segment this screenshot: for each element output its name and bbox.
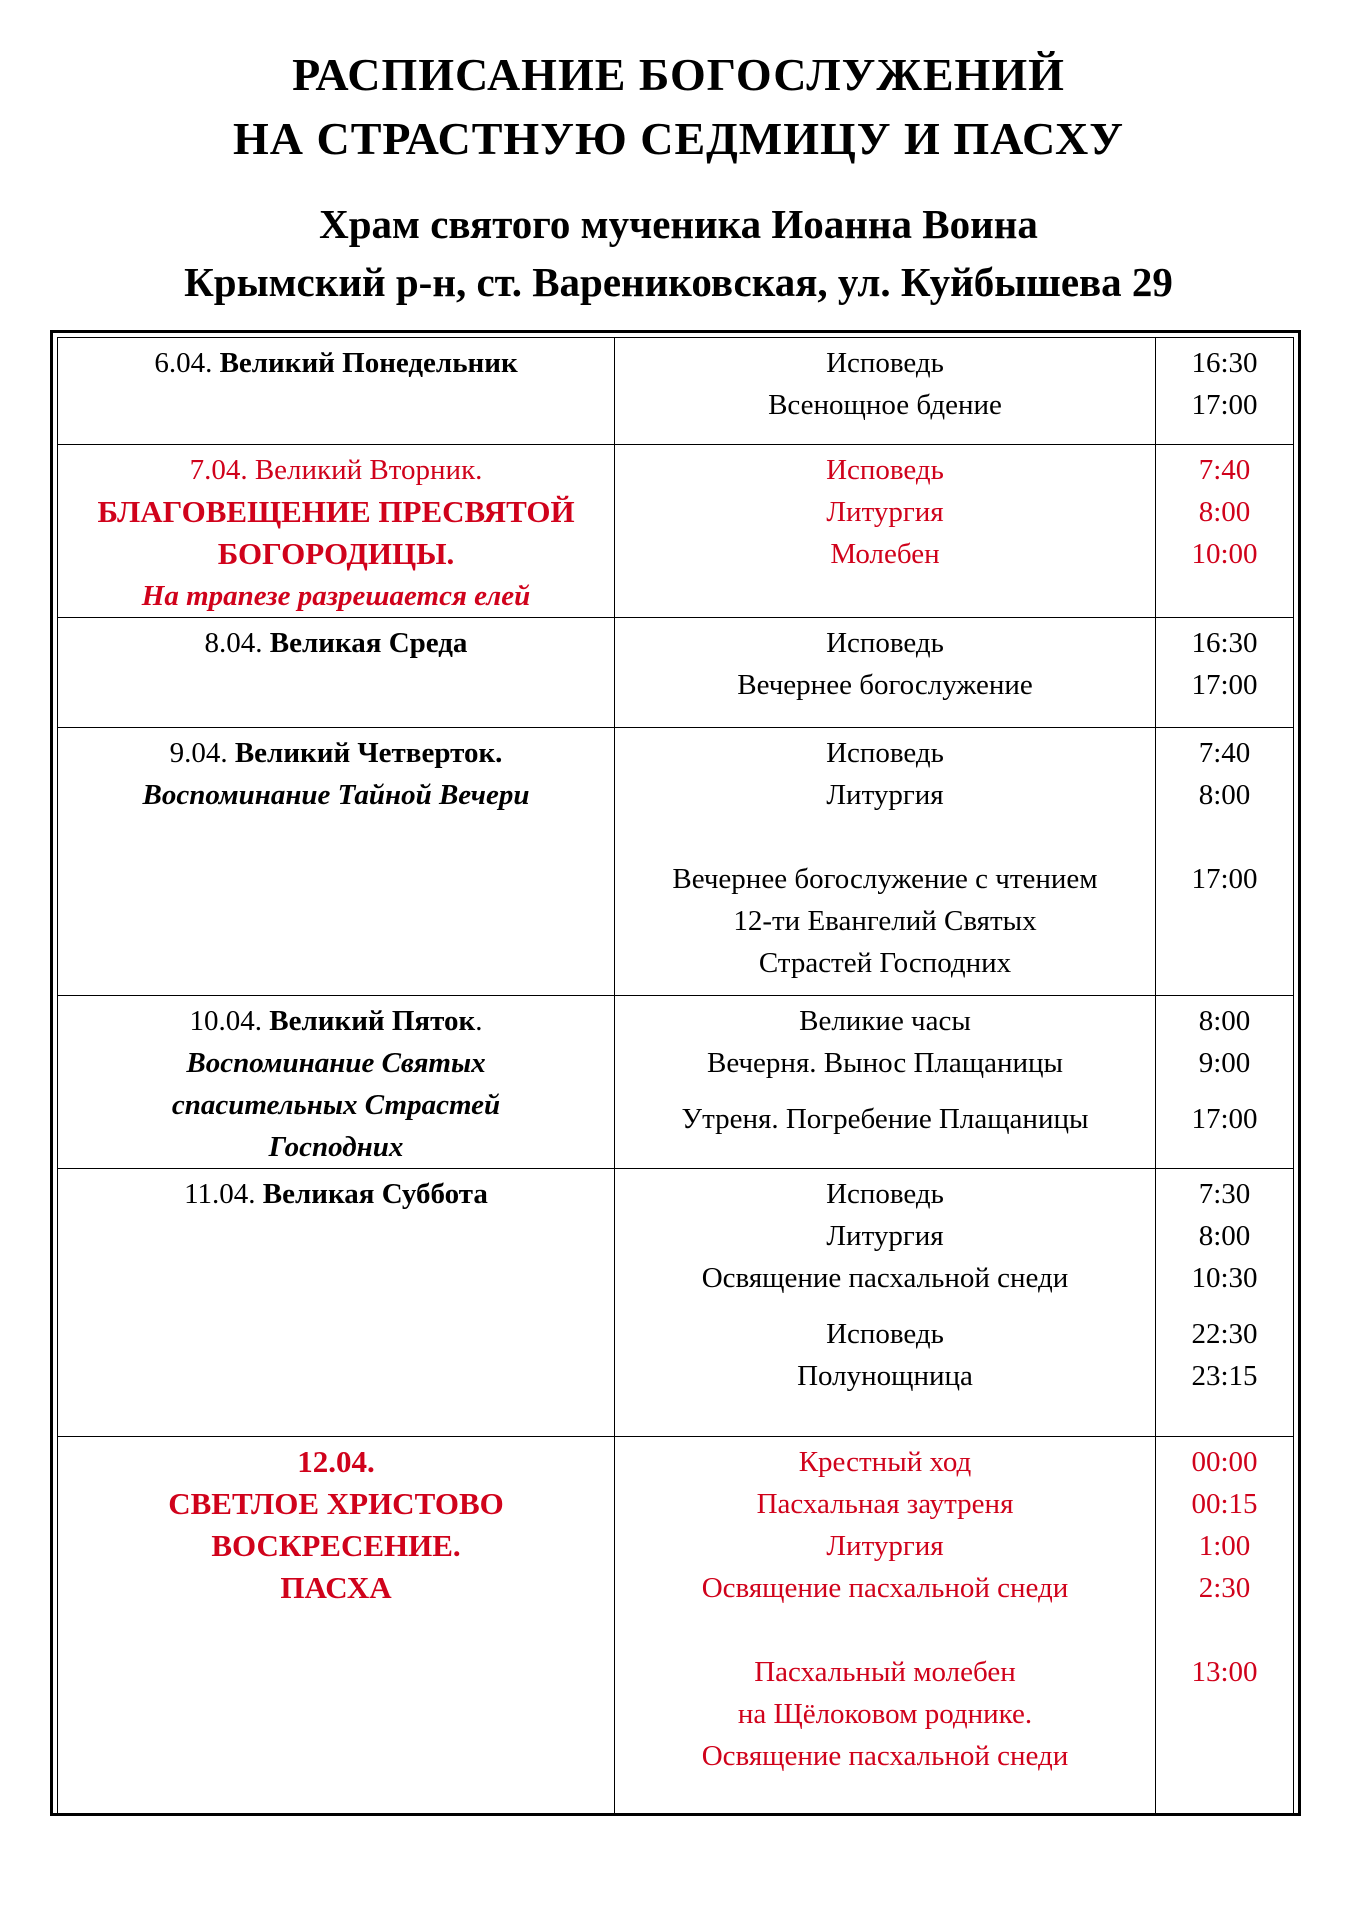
service-item: Освящение пасхальной снеди bbox=[701, 1262, 1069, 1294]
service-time: 16:30 bbox=[1191, 627, 1258, 659]
service-time: 23:15 bbox=[1191, 1360, 1258, 1392]
service-item: Молебен bbox=[830, 538, 940, 570]
service-item: Исповедь bbox=[826, 627, 944, 659]
spacer bbox=[1156, 1609, 1293, 1651]
date: 12.04. bbox=[297, 1444, 375, 1479]
service-time: 16:30 bbox=[1191, 347, 1258, 379]
service-item: Исповедь bbox=[826, 347, 944, 379]
service-time: 7:40 bbox=[1198, 737, 1251, 769]
day-name: Великий Вторник. bbox=[254, 454, 483, 486]
service-item: Освящение пасхальной снеди bbox=[701, 1572, 1069, 1604]
spacer bbox=[615, 816, 1155, 858]
services-cell bbox=[615, 1437, 1156, 1814]
services-cell bbox=[615, 338, 1156, 445]
table-row bbox=[58, 728, 1294, 996]
service-time: 17:00 bbox=[1191, 863, 1258, 895]
day-name: Великая Среда bbox=[269, 627, 468, 659]
service-item: Освящение пасхальной снеди bbox=[701, 1740, 1069, 1772]
table-row bbox=[58, 338, 1294, 445]
services-cell bbox=[615, 618, 1156, 728]
service-item: Исповедь bbox=[826, 454, 944, 486]
day-cell bbox=[58, 1169, 615, 1437]
times-cell bbox=[1156, 996, 1294, 1169]
service-item: Вечернее богослужение bbox=[737, 669, 1033, 701]
spacer bbox=[1156, 1299, 1293, 1313]
service-time: 17:00 bbox=[1191, 389, 1258, 421]
table-row bbox=[58, 996, 1294, 1169]
service-item: Пасхальный молебен bbox=[754, 1656, 1016, 1688]
date: 9.04. bbox=[169, 737, 228, 769]
day-name: Великий Четверток. bbox=[234, 737, 503, 769]
day-period: . bbox=[475, 1005, 483, 1037]
feast-note: На трапезе разрешается елей bbox=[141, 580, 531, 612]
service-time: 10:30 bbox=[1191, 1262, 1258, 1294]
day-note: Воспоминание Святых bbox=[186, 1047, 486, 1079]
service-time: 2:30 bbox=[1198, 1572, 1251, 1604]
service-item: Литургия bbox=[826, 1530, 944, 1562]
date: 10.04. bbox=[189, 1005, 263, 1037]
day-cell bbox=[58, 618, 615, 728]
service-time: 00:00 bbox=[1191, 1446, 1258, 1478]
service-item: Утреня. Погребение Плащаницы bbox=[681, 1103, 1089, 1135]
day-name: Великий Понедельник bbox=[219, 347, 518, 379]
page-title-line-2: НА СТРАСТНУЮ СЕДМИЦУ И ПАСХУ bbox=[232, 113, 1125, 164]
feast-name: ПАСХА bbox=[280, 1570, 392, 1605]
feast-name: БЛАГОВЕЩЕНИЕ ПРЕСВЯТОЙ bbox=[97, 494, 575, 529]
spacer bbox=[615, 1084, 1155, 1098]
date: 6.04. bbox=[154, 347, 213, 379]
spacer bbox=[1156, 816, 1293, 858]
service-item: Вечернее богослужение с чтением bbox=[672, 863, 1098, 895]
services-cell bbox=[615, 445, 1156, 618]
service-time: 1:00 bbox=[1198, 1530, 1251, 1562]
service-item: Вечерня. Вынос Плащаницы bbox=[706, 1047, 1064, 1079]
service-time: 8:00 bbox=[1198, 779, 1251, 811]
table-row bbox=[58, 1437, 1294, 1814]
service-time: 10:00 bbox=[1191, 538, 1258, 570]
day-cell bbox=[58, 728, 615, 996]
spacer bbox=[615, 1299, 1155, 1313]
service-time: 13:00 bbox=[1191, 1656, 1258, 1688]
day-cell bbox=[58, 996, 615, 1169]
service-item: Страстей Господних bbox=[758, 947, 1012, 979]
feast-name: ВОСКРЕСЕНИЕ. bbox=[211, 1528, 461, 1563]
service-item: Исповедь bbox=[826, 737, 944, 769]
spacer bbox=[1156, 1084, 1293, 1098]
table-row bbox=[58, 618, 1294, 728]
service-time: 7:40 bbox=[1198, 454, 1251, 486]
day-name: Великий Пяток bbox=[269, 1005, 476, 1037]
service-item: Литургия bbox=[826, 779, 944, 811]
church-address: Крымский р-н, ст. Варениковская, ул. Куйбышева 29 bbox=[184, 259, 1173, 305]
services-cell bbox=[615, 996, 1156, 1169]
times-cell bbox=[1156, 1169, 1294, 1437]
service-time: 8:00 bbox=[1198, 496, 1251, 528]
feast-name: СВЕТЛОЕ ХРИСТОВО bbox=[168, 1486, 504, 1521]
service-item: Литургия bbox=[826, 496, 944, 528]
date: 7.04. bbox=[189, 454, 248, 486]
services-cell bbox=[615, 1169, 1156, 1437]
service-time: 9:00 bbox=[1198, 1047, 1251, 1079]
date: 8.04. bbox=[204, 627, 263, 659]
date-day bbox=[66, 449, 606, 491]
times-cell bbox=[1156, 728, 1294, 996]
service-item: Великие часы bbox=[799, 1005, 971, 1037]
service-item: Литургия bbox=[826, 1220, 944, 1252]
service-time: 00:15 bbox=[1191, 1488, 1258, 1520]
day-cell bbox=[58, 1437, 615, 1814]
service-item: Полунощница bbox=[797, 1360, 973, 1392]
service-time: 17:00 bbox=[1191, 1103, 1258, 1135]
church-name: Храм святого мученика Иоанна Воина bbox=[319, 201, 1038, 247]
service-item: Исповедь bbox=[826, 1178, 944, 1210]
service-item: Крестный ход bbox=[798, 1446, 972, 1478]
day-note: Воспоминание Тайной Вечери bbox=[142, 779, 530, 811]
table-row bbox=[58, 1169, 1294, 1437]
feast-name: БОГОРОДИЦЫ. bbox=[217, 536, 455, 571]
date-day bbox=[66, 732, 606, 774]
service-time: 8:00 bbox=[1198, 1005, 1251, 1037]
times-cell bbox=[1156, 1437, 1294, 1814]
services-cell bbox=[615, 728, 1156, 996]
date: 11.04. bbox=[184, 1178, 256, 1210]
day-note: Господних bbox=[268, 1131, 404, 1163]
day-note: спасительных Страстей bbox=[171, 1089, 501, 1121]
service-time: 8:00 bbox=[1198, 1220, 1251, 1252]
page-title-line-1: РАСПИСАНИЕ БОГОСЛУЖЕНИЙ bbox=[292, 49, 1065, 100]
service-time: 7:30 bbox=[1198, 1178, 1251, 1210]
table-row bbox=[58, 445, 1294, 618]
day-name: Великая Суббота bbox=[262, 1178, 488, 1210]
times-cell bbox=[1156, 618, 1294, 728]
service-time: 22:30 bbox=[1191, 1318, 1258, 1350]
service-item: Исповедь bbox=[826, 1318, 944, 1350]
service-time: 17:00 bbox=[1191, 669, 1258, 701]
date-day bbox=[66, 1000, 606, 1042]
schedule-table bbox=[57, 337, 1294, 1814]
service-item: на Щёлоковом роднике. bbox=[737, 1698, 1033, 1730]
times-cell bbox=[1156, 445, 1294, 618]
service-item: Пасхальная заутреня bbox=[756, 1488, 1014, 1520]
service-item: 12-ти Евангелий Святых bbox=[733, 905, 1037, 937]
service-item: Всенощное бдение bbox=[768, 389, 1002, 421]
day-cell bbox=[58, 445, 615, 618]
times-cell bbox=[1156, 338, 1294, 445]
spacer bbox=[615, 1609, 1155, 1651]
day-cell bbox=[58, 338, 615, 445]
